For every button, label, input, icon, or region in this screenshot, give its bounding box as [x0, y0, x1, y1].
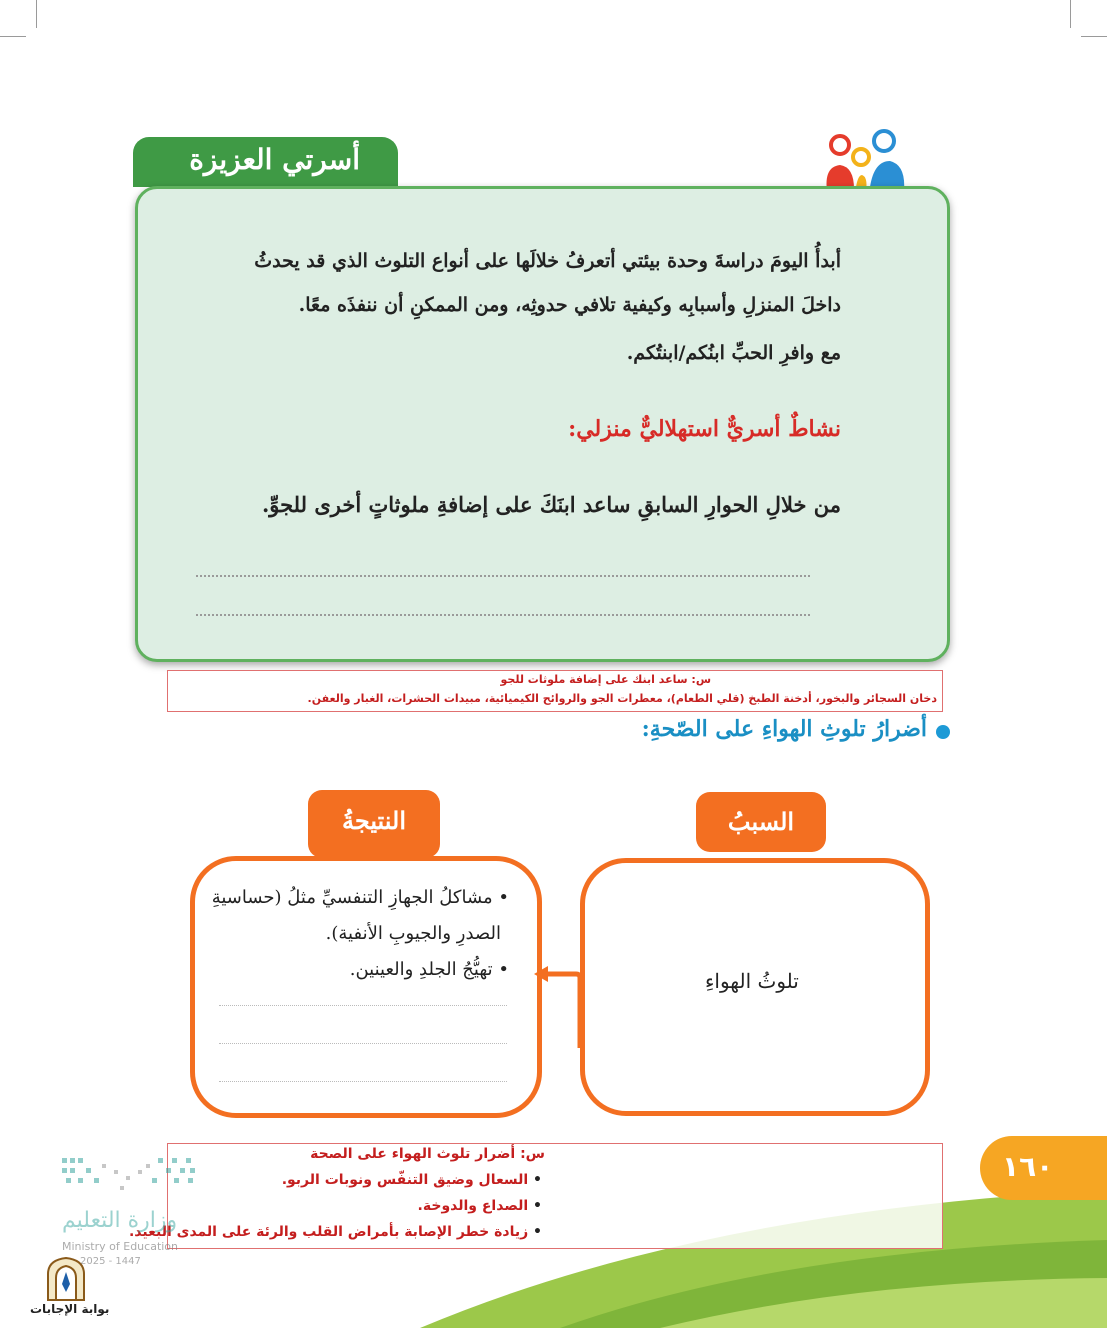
ministry-logo-icon [62, 1156, 196, 1196]
crop-mark [1081, 36, 1107, 37]
family-paragraph-line3: مع وافرِ الحبِّ ابنُكم/ابنتُكم. [626, 342, 841, 364]
crop-mark [36, 0, 37, 28]
answer-question: س: ساعد ابنك على إضافة ملوثات للجو [500, 673, 711, 686]
result-item1-line1-text: مشاكلُ الجهازِ التنفسيِّ مثلُ (حساسيةِ [211, 887, 493, 908]
answer-line[interactable] [196, 614, 810, 616]
family-paragraph-line1: أبدأُ اليومَ دراسةَ وحدة بيئتي أتعرفُ خلالَها على أنواع التلوث الذي قد يحدثُ [254, 250, 841, 272]
cause-label: السببُ [696, 792, 826, 852]
result-item2: • تهيُّجُ الجلدِ والعينين. [349, 959, 509, 980]
ministry-name-ar: وزارة التعليم [62, 1208, 178, 1233]
answer2-item2-text: الصداع والدوخة. [417, 1198, 529, 1214]
site-label[interactable]: بوابة الإجابات [30, 1302, 110, 1316]
answer2-item3-text: زيادة خطر الإصابة بأمراض القلب والرئة على المدى البعيد. [128, 1224, 529, 1240]
answer2-question: س: أضرار تلوث الهواء على الصحة [310, 1146, 545, 1162]
answer-line[interactable] [219, 1043, 507, 1044]
result-item1-line1: • مشاكلُ الجهازِ التنفسيِّ مثلُ (حساسيةِ [211, 887, 509, 908]
page-number: ١٦٠ [1002, 1150, 1054, 1183]
answer2-item3: • زيادة خطر الإصابة بأمراض القلب والرئة على المدى البعيد. [128, 1224, 542, 1240]
family-section-tab [133, 137, 398, 187]
crop-mark [0, 36, 26, 37]
cause-text: تلوثُ الهواءِ [705, 969, 799, 993]
page-number-tab [980, 1136, 1107, 1200]
ministry-year: 2025 - 1447 [80, 1256, 141, 1267]
result-item1-line2: الصدرِ والجيوبِ الأنفية). [325, 923, 501, 944]
ministry-name-en: Ministry of Education [62, 1240, 179, 1253]
result-box [190, 856, 542, 1118]
harms-section-title: أضرارُ تلوثِ الهواءِ على الصّحةِ: [641, 716, 927, 742]
answer-line[interactable] [196, 575, 810, 577]
crop-mark [1070, 0, 1071, 28]
activity-question: من خلالِ الحوارِ السابقِ ساعد ابنَكَ على إضافةِ ملوثاتٍ أخرى للجوِّ. [261, 492, 841, 517]
answer-text: دخان السجائر والبخور، أدخنة الطبخ (قلي الطعام)، معطرات الجو والروائح الكيميائية، مبيدات الحشرات، الغبار والعفن. [307, 692, 937, 705]
result-item2-text: تهيُّجُ الجلدِ والعينين. [349, 959, 493, 980]
answer2-item1-text: السعال وضيق التنفّس ونوبات الربو. [281, 1172, 529, 1188]
answer-line[interactable] [219, 1005, 507, 1006]
answer2-item1: • السعال وضيق التنفّس ونوبات الربو. [281, 1172, 542, 1188]
family-paragraph-line2: داخلَ المنزلِ وأسبابِه وكيفية تلافي حدوثِه، ومن الممكنِ أن ننفذَه معًا. [298, 294, 841, 316]
result-label: النتيجةُ [308, 790, 440, 858]
answer2-item2: • الصداع والدوخة. [417, 1198, 542, 1214]
answer-line[interactable] [219, 1081, 507, 1082]
site-logo-icon[interactable] [44, 1256, 88, 1302]
section-bullet-icon [936, 725, 950, 739]
family-section-title: أسرتي العزيزة [189, 143, 360, 176]
activity-title: نشاطٌ أسريٌّ استهلاليٌّ منزلي: [568, 416, 841, 442]
cause-box [580, 858, 930, 1116]
cause-to-result-arrow-icon [530, 960, 590, 1050]
